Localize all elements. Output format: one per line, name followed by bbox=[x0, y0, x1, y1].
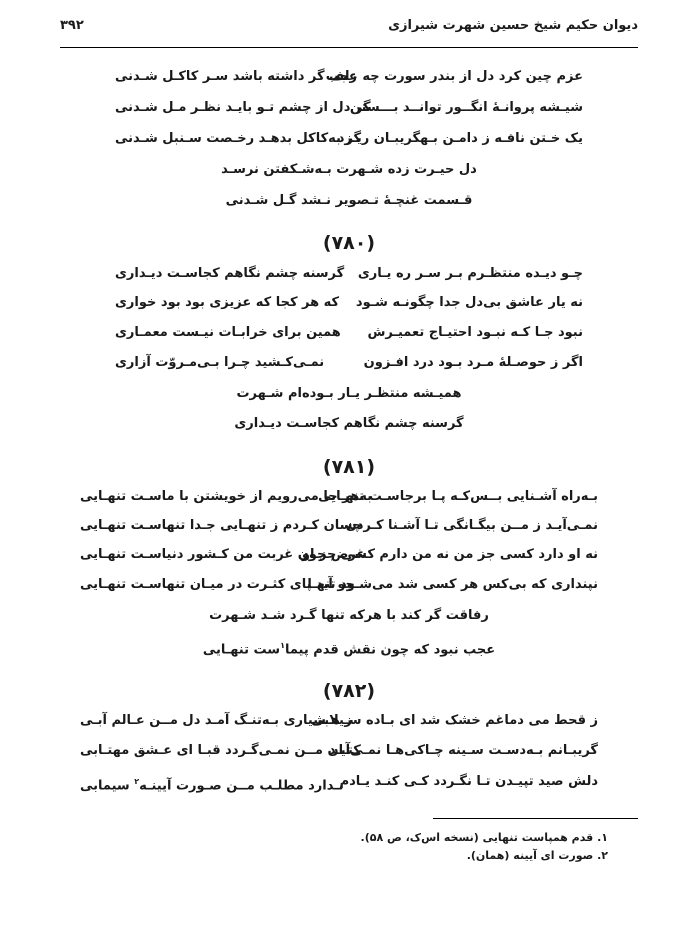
hemistich-right: دلش صید تپیـدن تـا نگـردد کـی کنـد یـادم bbox=[339, 774, 598, 789]
footnote: ۲. صورت ای آیینه (همان). bbox=[466, 849, 608, 862]
ghazal-number: (۷۸۲) bbox=[322, 680, 376, 702]
hemistich-right: چـو دیـده منتظـرم بـر سـر ره یـاری bbox=[357, 266, 583, 281]
ghazal-number: (۷۸۱) bbox=[322, 456, 376, 478]
hemistich-left: نمـی‌کـشید چـرا بـی‌مـروّت آزاری bbox=[115, 355, 325, 370]
hemistich-left: چو آید پای کثـرت در میـان تنهاسـت تنهـایی bbox=[80, 577, 355, 592]
hemistich-left: چسان کـردم ز تنهـایی جـدا تنهاسـت تنهـایی bbox=[80, 518, 363, 533]
hemistich-left: گر دل از چشم تـو بایـد نظـر مـل شـدنی bbox=[115, 100, 371, 115]
hemistich-left: گرسنه چشم نگاهم کجاسـت دیـداری bbox=[115, 266, 345, 281]
page-header bbox=[60, 18, 638, 48]
hemistich-right: اگر ز حوصـلهٔ مـرد بـود درد افـزون bbox=[363, 355, 583, 370]
hemistich-left: زلف گر داشته باشد سـر کاکـل شـدنی bbox=[115, 69, 357, 84]
hemistich-left: به‌هر جا می‌رویم از خویشتن با ماسـت تنهـایی bbox=[80, 489, 373, 504]
closing-line: رفاقت گر کند با هرکه تنها گـرد شـد شـهرت bbox=[209, 608, 489, 623]
footnote: ۱. قدم همپاست تنهایی (نسخه اس‌ک، ص ۵۸). bbox=[360, 831, 608, 844]
footnote-divider bbox=[433, 818, 638, 819]
hemistich-right: نه او دارد کسی جز من نه من دارم کسی جز او bbox=[301, 547, 598, 562]
hemistich-left: که هر کجا که عزیزی بود بود خواری bbox=[115, 295, 340, 310]
closing-line: دل حیـرت زده شـهرت بـه‌شـکفتن نرسـد bbox=[221, 162, 477, 177]
hemistich-right: بـه‌راه آشـنایی بــس‌کـه پـا برجاسـت تنهـایی bbox=[318, 489, 598, 504]
hemistich-left: گر به‌کاکل بدهـد رخـصت سـنبل شـدنی bbox=[115, 131, 362, 146]
closing-line-part: ست تنهـایی bbox=[202, 642, 281, 658]
hemistich-right: یک خـتن نافـه ز دامـن بـهگریبـان ریـزد bbox=[337, 131, 583, 146]
closing-line: قـسمت غنچـهٔ تـصویر نـشد گـل شـدنی bbox=[225, 193, 473, 208]
hemistich-right: نپنداری که بی‌کس هر کسی شد می‌شـود تنهـا bbox=[307, 577, 598, 592]
hemistich-right: عزم چین کرد دل از بندر سورت چه عجب bbox=[325, 69, 583, 84]
hemistich-right: نه یار عاشق بی‌دل جدا چگونـه شـود bbox=[355, 295, 583, 310]
closing-line-part: عجب نبود که چون نقش قدم پیما bbox=[284, 642, 496, 658]
hemistich-right: گریبـانم بـه‌دسـت سـینه چـاکی‌هـا نمـی‌آیـد bbox=[328, 743, 598, 758]
closing-line bbox=[0, 636, 698, 660]
ghazal-number: (۷۸۰) bbox=[322, 232, 376, 254]
hemistich-left: همین برای خرابـات نیـست معمـاری bbox=[115, 325, 341, 340]
hemistich-left: غرض چون غربت من کـشور دنیاسـت تنهـایی bbox=[80, 547, 366, 562]
hemistich-part: سیمابی bbox=[80, 778, 130, 794]
hemistich-right: نبود جـا کـه نبـود احتیـاج تعمیـرش bbox=[367, 325, 583, 340]
hemistich-part: نـدارد مطلـب مــن صـورت آیینـه bbox=[139, 778, 344, 794]
hemistich-right: شیـشه پروانـهٔ انگــور توانــد بـــستن bbox=[349, 100, 583, 115]
book-title: دیوان حکیم شیخ حسین شهرت شیرازی bbox=[388, 18, 638, 33]
footnote-marker: ۲ bbox=[134, 777, 140, 786]
page-number: ۳۹۲ bbox=[60, 18, 84, 33]
hemistich-left: کتـان مــن نمـی‌گـردد قبـا ای عـشق مهتـابی bbox=[80, 743, 361, 758]
hemistich-left: ز هـشیاری بـه‌تنـگ آمـد دل مــن عـالم آبـی bbox=[80, 713, 352, 728]
closing-line: گرسنه چشم نگاهم کجاسـت دیـداری bbox=[234, 416, 464, 431]
hemistich-left bbox=[80, 772, 344, 796]
footnote-marker: ۱ bbox=[280, 641, 285, 650]
hemistich-right: نمـی‌آیـد ز مــن بیگـانگی تـا آشـنا کـردن bbox=[345, 518, 598, 533]
hemistich-right: ز قحط می دماغم خشک شد ای بـاده سـیلابی bbox=[311, 713, 598, 728]
closing-line: همیـشه منتظـر یـار بـوده‌ام شـهرت bbox=[236, 386, 462, 401]
